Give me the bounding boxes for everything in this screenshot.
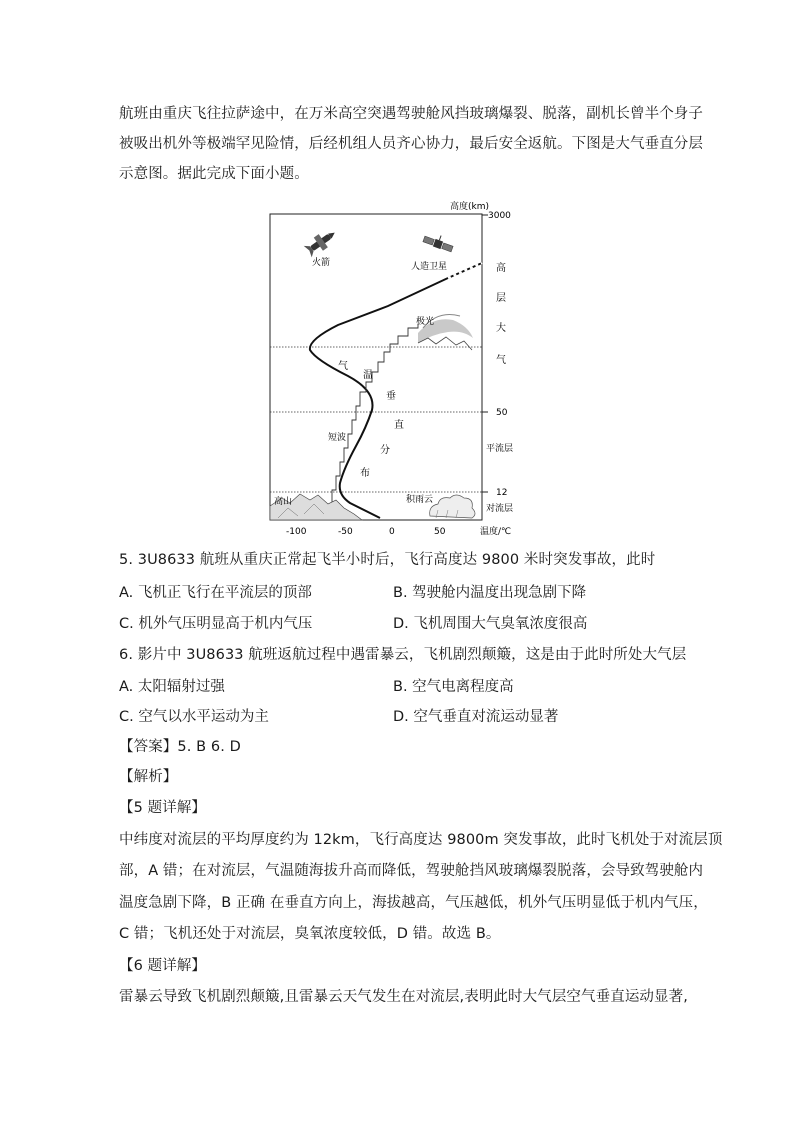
q6-detail-line-1: 雷暴云导致飞机剧烈颠簸,且雷暴云天气发生在对流层,表明此时大气层空气垂直运动显著, — [119, 989, 688, 1005]
curve-char-1: 气 — [338, 361, 348, 372]
answer-line: 【答案】5. B 6. D — [119, 739, 241, 755]
satellite-icon — [423, 230, 456, 252]
layer-char-1: 高 — [496, 263, 506, 274]
y-tick-3000: 3000 — [488, 211, 511, 221]
q6-detail-title: 【6 题详解】 — [119, 958, 207, 974]
atmosphere-diagram — [268, 198, 528, 543]
shortwave-label: 短波 — [328, 433, 347, 443]
intro-line-1: 航班由重庆飞往拉萨途中，在万米高空突遇驾驶舱风挡玻璃爆裂、脱落，副机长曾半个身子 — [119, 106, 703, 122]
curve-char-5: 分 — [380, 445, 390, 456]
layer-stratosphere: 平流层 — [486, 444, 514, 454]
cloud-label: 积雨云 — [406, 495, 434, 505]
question-5-option-a[interactable]: A. 飞机正飞行在平流层的顶部 — [119, 585, 312, 601]
atmosphere-diagram-svg — [268, 198, 528, 543]
rocket-label: 火箭 — [312, 258, 331, 268]
curve-char-2: 温 — [363, 370, 373, 381]
x-tick-50: 50 — [434, 527, 446, 537]
curve-char-6: 布 — [360, 468, 370, 479]
q5-detail-line-3: 温度急剧下降，B 正确 在垂直方向上，海拔越高，气压越低，机外气压明显低于机内气压， — [119, 895, 708, 911]
cloud-icon — [430, 495, 475, 518]
intro-line-2: 被吸出机外等极端罕见险情，后经机组人员齐心协力，最后安全返航。下图是大气垂直分层 — [119, 136, 703, 152]
height-axis-label: 高度(km) — [450, 202, 490, 212]
question-6-option-d[interactable]: D. 空气垂直对流运动显著 — [393, 709, 559, 725]
layer-char-2: 层 — [496, 293, 506, 304]
question-5-option-b[interactable]: B. 驾驶舱内温度出现急剧下降 — [393, 585, 587, 601]
curve-char-3: 垂 — [386, 391, 396, 402]
layer-char-3: 大 — [496, 323, 506, 334]
temperature-axis-label: 温度/℃ — [480, 527, 512, 537]
question-6-option-b[interactable]: B. 空气电离程度高 — [393, 679, 514, 695]
question-6-option-c[interactable]: C. 空气以水平运动为主 — [119, 709, 269, 725]
layer-troposphere: 对流层 — [486, 504, 514, 514]
intro-line-3: 示意图。据此完成下面小题。 — [119, 166, 309, 182]
x-tick-neg100: -100 — [286, 527, 307, 537]
question-5-option-c[interactable]: C. 机外气压明显高于机内气压 — [119, 616, 313, 632]
q5-detail-line-4: C 错；飞机还处于对流层，臭氧浓度较低，D 错。故选 B。 — [119, 926, 501, 942]
question-5-stem: 5. 3U8633 航班从重庆正常起飞半小时后，飞行高度达 9800 米时突发事故，此时 — [119, 552, 656, 568]
q5-detail-line-1: 中纬度对流层的平均厚度约为 12km，飞行高度达 9800m 突发事故，此时飞机处于对流层顶 — [119, 832, 723, 848]
diagram-frame — [270, 214, 482, 520]
shortwave-path — [332, 324, 418, 503]
rocket-icon — [303, 226, 339, 258]
y-tick-50: 50 — [496, 408, 508, 418]
curve-char-4: 直 — [394, 420, 404, 431]
mountain-label: 高山 — [274, 497, 293, 507]
question-5-option-d[interactable]: D. 飞机周围大气臭氧浓度很高 — [393, 616, 588, 632]
x-tick-0: 0 — [389, 527, 395, 537]
aurora-label: 极光 — [416, 317, 435, 327]
satellite-label: 人造卫星 — [411, 262, 448, 272]
layer-char-4: 气 — [496, 355, 506, 366]
y-tick-12: 12 — [496, 488, 508, 498]
question-6-option-a[interactable]: A. 太阳辐射过强 — [119, 679, 225, 695]
q5-detail-line-2: 部，A 错；在对流层，气温随海拔升高而降低，驾驶舱挡风玻璃爆裂脱落，会导致驾驶舱内 — [119, 863, 704, 879]
q5-detail-title: 【5 题详解】 — [119, 800, 207, 816]
question-6-stem: 6. 影片中 3U8633 航班返航过程中遇雷暴云，飞机剧烈颠簸，这是由于此时所处大气层 — [119, 647, 687, 663]
x-tick-neg50: -50 — [338, 527, 353, 537]
analysis-title: 【解析】 — [119, 769, 178, 785]
